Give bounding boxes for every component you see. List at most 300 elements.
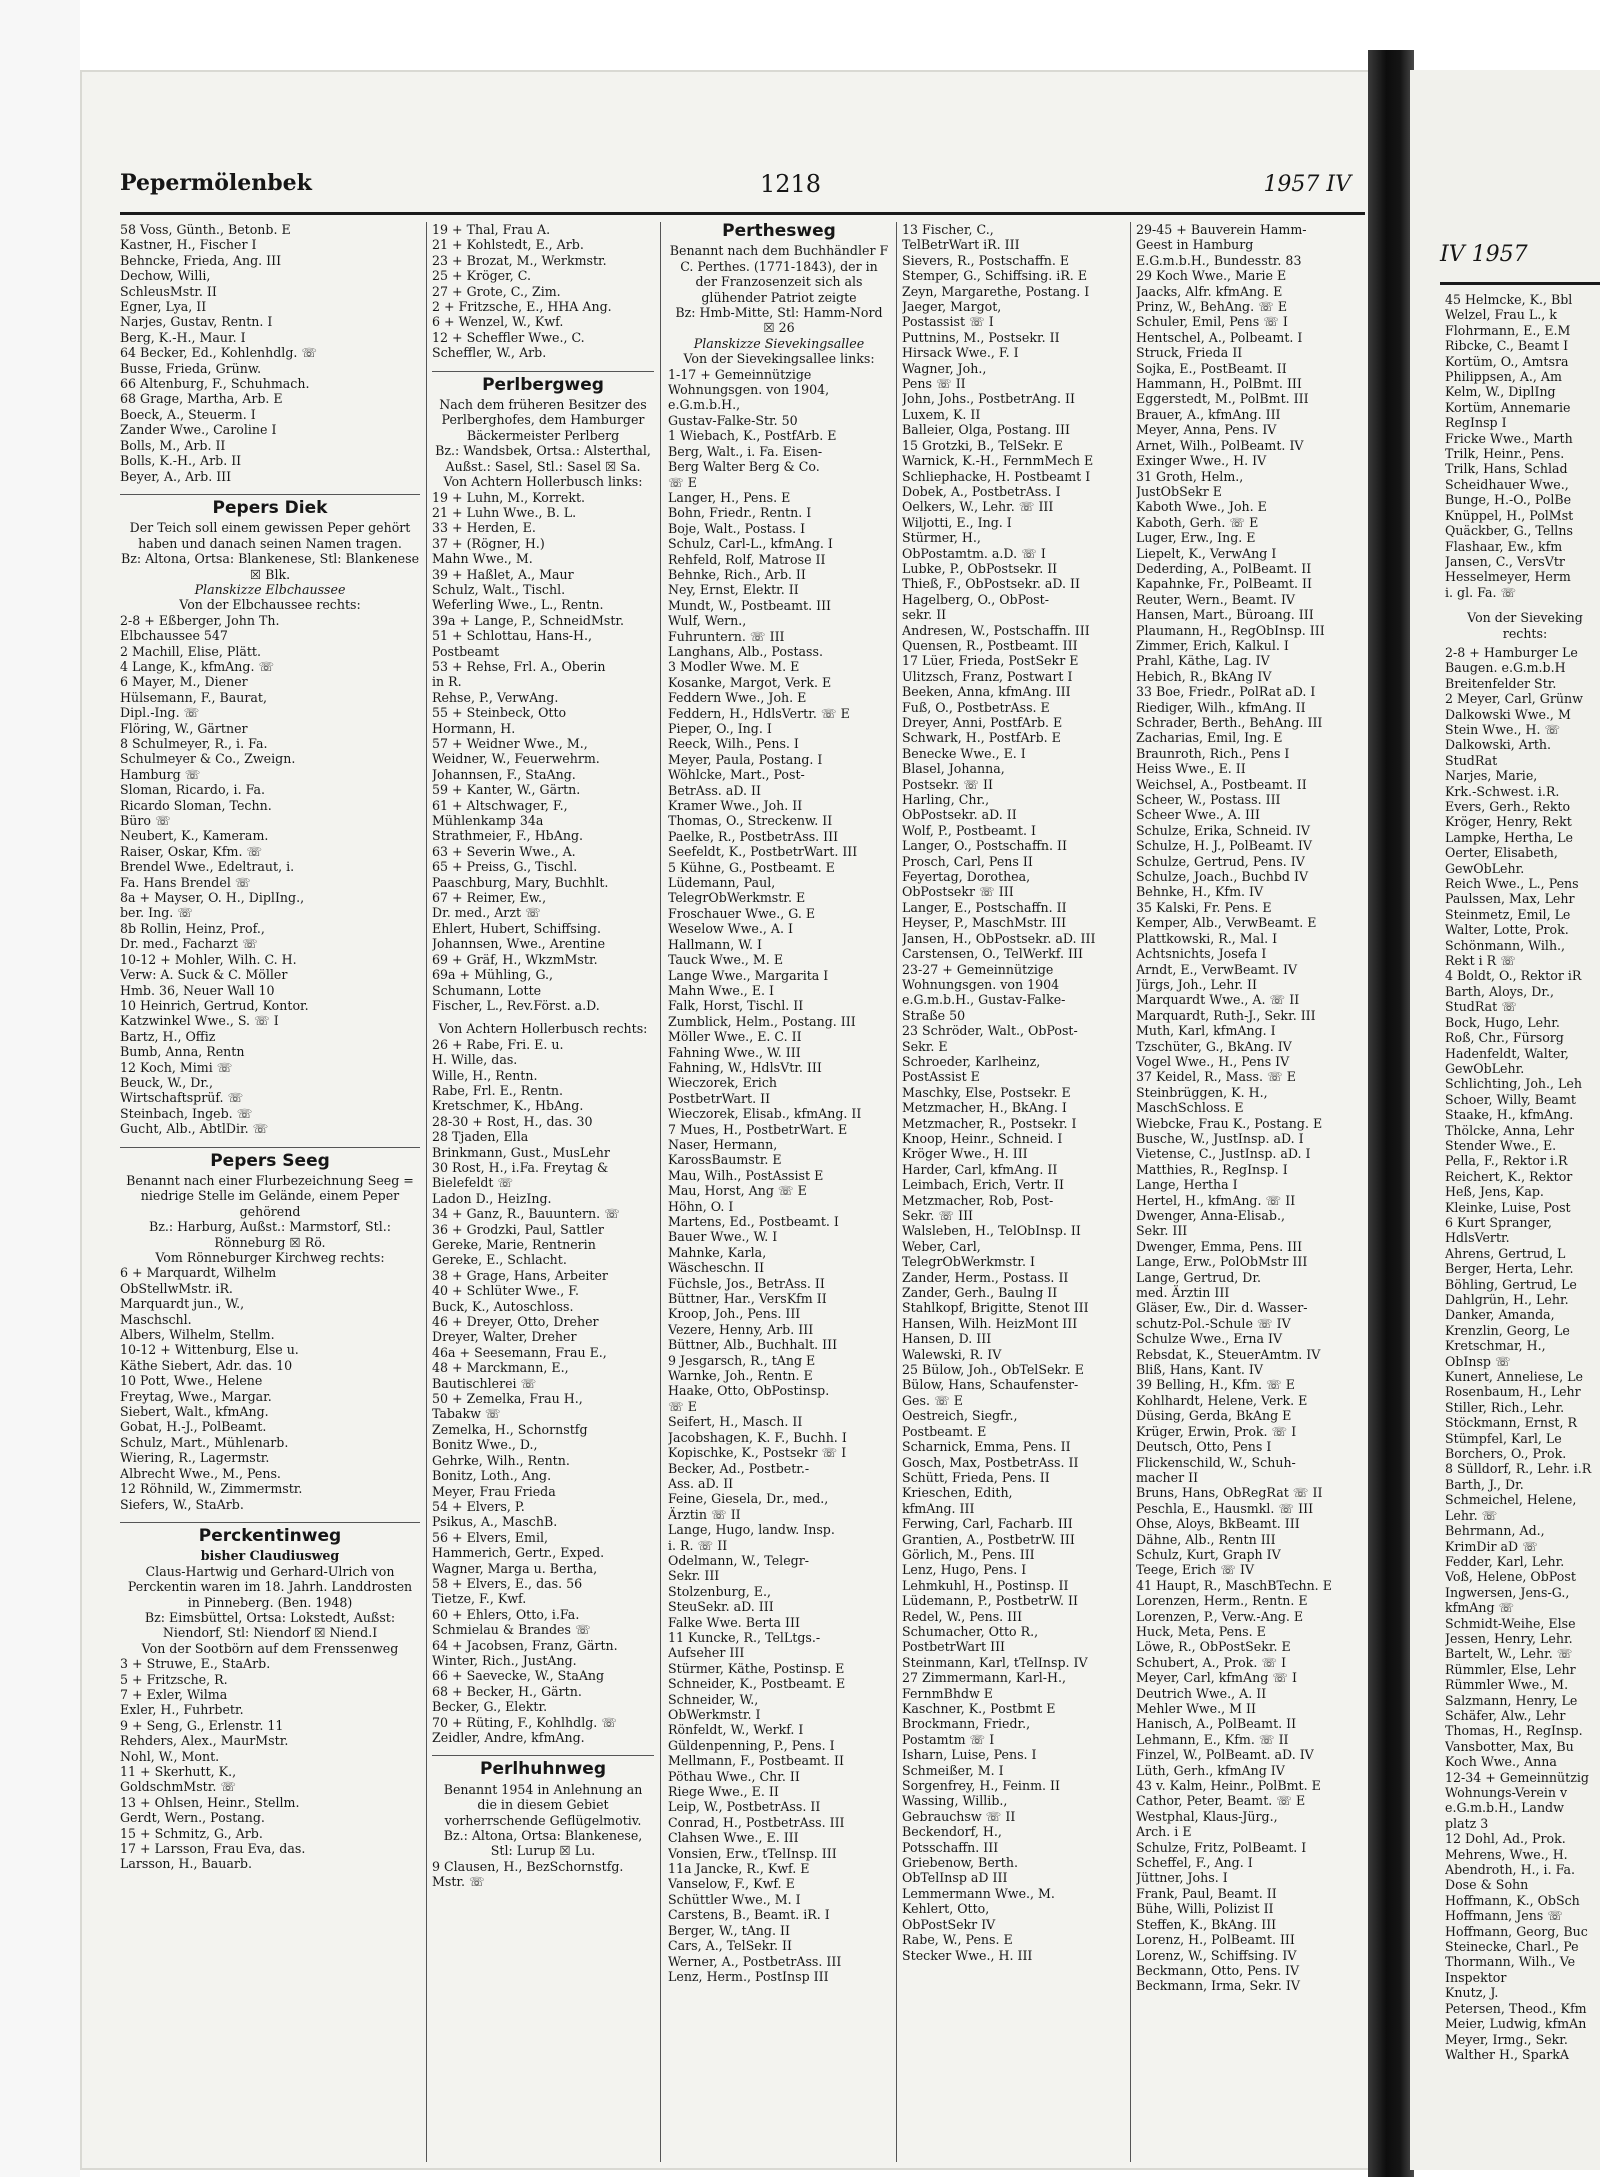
column-4-entries [902, 222, 1124, 1963]
directory-entry: Kretschmar, H., [1445, 1338, 1546, 1354]
directory-entry: Thölcke, Anna, Lehr [1445, 1122, 1575, 1138]
directory-entry: Huck, Meta, Pens. E [1136, 1623, 1266, 1639]
directory-entry: Görlich, M., Pens. III [902, 1546, 1035, 1562]
directory-entry: Möller Wwe., E. C. II [668, 1029, 802, 1045]
directory-entry: Muth, Karl, kfmAng. I [1136, 1023, 1276, 1039]
directory-entry: 8 Schulmeyer, R., i. Fa. [120, 736, 268, 751]
directory-entry: Straße 50 [902, 1007, 966, 1023]
directory-entry: Rümmler Wwe., M. [1445, 1677, 1569, 1693]
directory-entry: 12 Dohl, Ad., Prok. [1445, 1831, 1566, 1847]
directory-entry: 67 + Reimer, Ew., [432, 890, 547, 906]
directory-entry: Tietze, F., Kwf. [432, 1591, 527, 1607]
directory-entry: 8b Rollin, Heinz, Prof., [120, 920, 265, 936]
directory-entry: Schumann, Lotte [432, 982, 542, 998]
directory-entry: Inspektor [1445, 1969, 1507, 1985]
directory-entry: Teege, Erich ☏ IV [1136, 1562, 1255, 1578]
directory-entry: 50 + Zemelka, Frau H., [432, 1391, 583, 1407]
column-2 [432, 222, 661, 2162]
section-direction: Von Achtern Hollerbusch rechts: [438, 1021, 648, 1037]
directory-entry: Kortüm, O., Amtsra [1445, 353, 1569, 369]
directory-entry: Schulz, Kurt, Graph IV [1136, 1546, 1281, 1562]
directory-entry: Jessen, Henry, Lehr. [1445, 1630, 1573, 1646]
directory-entry: Dederding, A., PolBeamt. II [1136, 560, 1312, 576]
directory-entry: Steinbach, Ingeb. ☏ [120, 1105, 253, 1121]
directory-entry: Bock, Hugo, Lehr. [1445, 1014, 1560, 1030]
section-title: Pepers Diek [120, 494, 420, 516]
directory-entry: Hansen, Wilh. HeizMont III [902, 1315, 1078, 1331]
directory-entry: 23 + Brozat, M., Werkmstr. [432, 252, 607, 268]
directory-entry: 53 + Rehse, Frl. A., Oberin [432, 658, 606, 674]
directory-entry: 57 + Weidner Wwe., M., [432, 736, 588, 751]
directory-entry: Jüttner, Johs. I [1136, 1870, 1228, 1886]
directory-entry: Hansen, D. III [902, 1331, 992, 1347]
directory-entry: Behrmann, Ad., [1445, 1523, 1545, 1539]
directory-entry: Gobat, H.-J., PolBeamt. [120, 1419, 267, 1435]
directory-entry: Weselow Wwe., A. I [668, 921, 793, 937]
directory-entry: Postassist ☏ I [902, 314, 994, 330]
directory-entry: 10-12 + Wittenburg, Else u. [120, 1342, 299, 1358]
directory-entry: Paelke, R., PostbetrAss. III [668, 828, 839, 844]
directory-entry: 8a + Mayser, O. H., DiplIng., [120, 890, 305, 906]
directory-entry: Büttner, Har., VersKfm II [668, 1291, 827, 1307]
directory-entry: Thomas, H., RegInsp. [1445, 1723, 1583, 1739]
directory-entry: Kemper, Alb., VerwBeamt. E [1136, 915, 1317, 931]
directory-entry: Bonitz Wwe., D., [432, 1437, 538, 1453]
directory-entry: 21 + Luhn Wwe., B. L. [432, 504, 577, 520]
directory-entry: E.G.m.b.H., Bundesstr. 83 [1136, 252, 1302, 268]
directory-entry: Postamtm ☏ I [902, 1731, 995, 1747]
directory-entry: 39 + Haßlet, A., Maur [432, 566, 574, 582]
section-district: Bz.: Harburg, Außst.: Marmstorf, Stl.: Rönneburg ☒ Rö. [149, 1219, 391, 1250]
directory-entry: 63 + Severin Wwe., A. [432, 843, 576, 859]
directory-entry: Krüger, Erwin, Prok. ☏ I [1136, 1423, 1297, 1439]
directory-entry: Dähne, Alb., Rentn III [1136, 1531, 1276, 1547]
directory-entry: Dwenger, Emma, Pens. III [1136, 1238, 1303, 1254]
directory-entry: Weferling Wwe., L., Rentn. [432, 597, 604, 613]
directory-entry: Boje, Walt., Postass. I [668, 520, 806, 536]
directory-entry: Grantien, A., PostbetrW. III [902, 1531, 1075, 1547]
directory-entry: Wiering, R., Lagermstr. [120, 1450, 270, 1466]
directory-entry: 12 Koch, Mimi ☏ [120, 1059, 233, 1075]
section-district: Bz: Eimsbüttel, Ortsa: Lokstedt, Außst: Niendorf, Stl: Niendorf ☒ Niend.I [144, 1609, 396, 1641]
directory-entry: Lange, Hertha I [1136, 1177, 1238, 1193]
directory-entry: Prosch, Carl, Pens II [902, 853, 1033, 869]
directory-entry: Hmb. 36, Neuer Wall 10 [120, 982, 275, 998]
directory-entry: Katzwinkel Wwe., S. ☏ I [120, 1013, 279, 1029]
section-district: Bz.: Altona, Ortsa: Blankenese, Stl: Lurup ☒ Lu. [443, 1828, 643, 1859]
directory-entry: Roß, Chr., Fürsorg [1445, 1030, 1564, 1046]
directory-entry: Postbeamt. E [902, 1423, 987, 1439]
directory-entry: Fahning Wwe., W. III [668, 1044, 801, 1060]
directory-entry: Buck, K., Autoschloss. [432, 1298, 574, 1314]
directory-entry: Mundt, W., Postbeamt. III [668, 597, 832, 613]
directory-entry: Meyer, Anna, Pens. IV [1136, 422, 1277, 438]
directory-entry: Oelkers, W., Lehr. ☏ III [902, 499, 1054, 515]
directory-entry: Naser, Hermann, [668, 1136, 778, 1152]
directory-entry: 25 Bülow, Joh., ObTelSekr. E [902, 1362, 1084, 1378]
directory-entry: Schrader, Berth., BehAng. III [1136, 715, 1323, 730]
directory-entry: Baugen. e.G.m.b.H [1445, 660, 1566, 676]
directory-entry: med. Ärztin III [1136, 1285, 1230, 1301]
directory-entry: Ribcke, C., Beamt I [1445, 338, 1569, 354]
directory-entry: Zander, Gerh., Baulng II [902, 1285, 1058, 1301]
directory-entry: StudRat ☏ [1445, 999, 1517, 1015]
directory-entry: Meyer, Paula, Postang. I [668, 751, 823, 767]
directory-entry: Mellmann, F., Postbeamt. II [668, 1753, 844, 1769]
directory-entry: Mehler Wwe., M II [1136, 1701, 1256, 1716]
directory-entry: Wassing, Willib., [902, 1793, 1008, 1809]
directory-entry: Stender Wwe., E. [1445, 1137, 1557, 1153]
directory-entry: Beckmann, Irma, Sekr. IV [1136, 1978, 1300, 1994]
page-number: 1218 [760, 170, 822, 198]
directory-entry: Langer, E., Postschaffn. II [902, 899, 1067, 915]
directory-entry: 2-8 + Eßberger, John Th. [120, 612, 280, 628]
directory-entry: Geest in Hamburg [1136, 237, 1254, 253]
directory-entry: Vogel Wwe., H., Pens IV [1136, 1053, 1290, 1069]
directory-entry: Albers, Wilhelm, Stellm. [120, 1327, 275, 1343]
directory-entry: 55 + Steinbeck, Otto [432, 705, 567, 721]
directory-entry: 59 + Kanter, W., Gärtn. [432, 782, 581, 798]
section-title: Pepers Seeg [120, 1147, 420, 1169]
directory-entry: Wagner, Joh., [902, 360, 987, 376]
directory-entry: Mühlenkamp 34a [432, 813, 544, 829]
directory-entry: Deutrich Wwe., A. II [1136, 1685, 1267, 1701]
directory-entry: Zacharias, Emil, Ing. E [1136, 730, 1283, 746]
column-2-entries [432, 222, 654, 361]
directory-entry: Paaschburg, Mary, Buchhlt. [432, 874, 609, 890]
directory-entry: Stöckmann, Ernst, R [1445, 1415, 1577, 1431]
directory-entry: Lehr. ☏ [1445, 1507, 1498, 1523]
directory-entry: 54 + Elvers, P. [432, 1498, 525, 1514]
directory-entry: Seefeldt, K., PostbetrWart. III [668, 844, 858, 860]
directory-entry: Scheffel, F., Ang. I [1136, 1855, 1253, 1871]
directory-entry: 69a + Mühling, G., [432, 967, 554, 983]
directory-entry: 69 + Gräf, H., WkzmMstr. [432, 951, 598, 967]
directory-entry: Kunert, Anneliese, Le [1445, 1369, 1583, 1385]
directory-entry: ObTelInsp aD III [902, 1870, 1008, 1886]
directory-entry: Balleier, Olga, Postang. III [902, 422, 1071, 438]
directory-entry: Feine, Giesela, Dr., med., [668, 1491, 829, 1507]
section-entries [432, 1037, 654, 1746]
directory-entry: Langhans, Alb., Postass. [668, 643, 823, 659]
directory-entry: Walther H., SparkA [1445, 2046, 1569, 2062]
directory-entry: e.G.m.b.H., Landw [1445, 1800, 1564, 1816]
directory-entry: Brockmann, Friedr., [902, 1716, 1031, 1732]
directory-entry: Rabe, Frl. E., Rentn. [432, 1082, 564, 1098]
directory-entry: 68 + Becker, H., Gärtn. [432, 1683, 582, 1699]
directory-entry: Bolls, K.-H., Arb. II [120, 453, 242, 469]
directory-entry: 66 + Saevecke, W., StaAng [432, 1668, 605, 1684]
directory-entry: Liepelt, K., VerwAng I [1136, 545, 1277, 561]
directory-entry: Berg Walter Berg & Co. [668, 459, 820, 475]
directory-entry: Hamburg ☏ [120, 766, 201, 782]
directory-entry: 10 Pott, Wwe., Helene [120, 1373, 263, 1389]
directory-entry: KarossBaumstr. E [668, 1152, 782, 1168]
directory-entry: Trilk, Heinr., Pens. [1445, 446, 1565, 462]
directory-entry: 51 + Schlottau, Hans-H., [432, 628, 593, 644]
directory-entry: Walewski, R. IV [902, 1346, 1002, 1362]
section-entries [120, 1265, 420, 1512]
directory-entry: Ney, Ernst, Elektr. II [668, 582, 799, 598]
directory-entry: Psikus, A., MaschB. [432, 1514, 558, 1530]
directory-entry: Lampke, Hertha, Le [1445, 829, 1573, 845]
section-direction: Vom Rönneburger Kirchweg rechts: [155, 1250, 385, 1265]
directory-entry: Steinmann, Karl, tTelInsp. IV [902, 1654, 1088, 1670]
directory-entry: ObStellwMstr. iR. [120, 1280, 233, 1296]
page-header [120, 170, 1365, 215]
directory-entry: Höhn, O. I [668, 1198, 734, 1214]
directory-entry: Scheffler, W., Arb. [432, 345, 547, 361]
directory-entry: Kröger, Henry, Rekt [1445, 814, 1572, 830]
directory-entry: Kohlhardt, Helene, Verk. E [1136, 1392, 1308, 1408]
directory-entry: Mstr. ☏ [432, 1874, 485, 1890]
directory-entry: Dwenger, Anna-Elisab., [1136, 1208, 1285, 1223]
directory-entry: 2 Machill, Elise, Plätt. [120, 643, 261, 659]
directory-entry: 43 v. Kalm, Heinr., PolBmt. E [1136, 1778, 1321, 1794]
directory-entry: Clahsen Wwe., E. III [668, 1830, 799, 1846]
directory-entry: Dipl.-Ing. ☏ [120, 705, 200, 721]
directory-entry: 26 + Rabe, Fri. E. u. [432, 1036, 564, 1052]
directory-entry: Fahning, W., HdlsVtr. III [668, 1059, 822, 1075]
directory-entry: GewObLehr. [1445, 860, 1525, 876]
directory-entry: 48 + Marckmann, E., [432, 1360, 569, 1376]
directory-entry: PostbetrWart III [902, 1639, 1006, 1655]
directory-entry: Ohse, Aloys, BkBeamt. III [1136, 1516, 1300, 1532]
directory-entry: Hanisch, A., PolBeamt. II [1136, 1716, 1297, 1732]
directory-entry: Bliß, Hans, Kant. IV [1136, 1362, 1263, 1378]
directory-entry: i. gl. Fa. ☏ [1445, 584, 1517, 600]
directory-entry: Verw: A. Suck & C. Möller [120, 967, 288, 983]
directory-entry: 27 Zimmermann, Karl-H., [902, 1670, 1067, 1686]
directory-entry: Scheidhauer Wwe., [1445, 476, 1569, 492]
directory-entry: 10 Heinrich, Gertrud, Kontor. [120, 997, 309, 1013]
directory-entry: 2 Meyer, Carl, Grünw [1445, 691, 1583, 707]
directory-entry: 36 + Grodzki, Paul, Sattler [432, 1221, 604, 1237]
directory-entry: Metzmacher, Rob, Post- [902, 1192, 1054, 1208]
directory-entry: Dechow, Willi, [120, 268, 211, 284]
directory-entry: Exinger Wwe., H. IV [1136, 453, 1267, 469]
directory-entry: 4 Lange, K., kfmAng. ☏ [120, 658, 275, 674]
directory-entry: Wolf, P., Postbeamt. I [902, 822, 1036, 838]
directory-entry: Feddern Wwe., Joh. E [668, 690, 807, 706]
directory-entry: Bülow, Hans, Schaufenster- [902, 1377, 1079, 1393]
directory-entry: Ladon D., HeizIng. [432, 1190, 552, 1206]
directory-entry: Warnke, Joh., Rentn. E [668, 1368, 813, 1384]
directory-entry: Lange, Hugo, landw. Insp. [668, 1522, 835, 1538]
directory-entry: Kröger Wwe., H. III [902, 1146, 1028, 1162]
section-plan-note: Planskizze Sievekingsallee [693, 335, 865, 351]
directory-entry: GoldschmMstr. ☏ [120, 1779, 237, 1795]
directory-entry: Achtsnichts, Josefa I [1136, 946, 1267, 962]
directory-entry: Winter, Rich., JustAng. [432, 1652, 577, 1668]
directory-entry: Stemper, G., Schiffsing. iR. E [902, 268, 1088, 284]
directory-entry: Behnke, Rich., Arb. II [668, 566, 806, 582]
directory-entry: Ahrens, Gertrud, L [1445, 1245, 1566, 1261]
directory-entry: MaschSchloss. E [1136, 1100, 1244, 1116]
directory-entry: Ferwing, Carl, Facharb. III [902, 1516, 1073, 1532]
directory-entry: Schulmeyer & Co., Zweign. [120, 751, 296, 767]
directory-entry: 70 + Rüting, F., Kohlhdlg. ☏ [432, 1714, 618, 1730]
directory-entry: ObPostsekr ☏ III [902, 884, 1014, 900]
directory-entry: Fuhruntern. ☏ III [668, 628, 785, 644]
directory-entry: Pella, F., Rektor i.R [1445, 1153, 1568, 1169]
directory-entry: 41 Haupt, R., MaschBTechn. E [1136, 1577, 1332, 1593]
directory-entry: Fricke Wwe., Marth [1445, 430, 1573, 446]
directory-entry: Mahn Wwe., E. I [668, 982, 774, 998]
directory-entry: Lange Wwe., Margarita I [668, 967, 829, 983]
directory-entry: PostbetrWart. II [668, 1090, 771, 1106]
directory-entry: Plattkowski, R., Mal. I [1136, 930, 1278, 946]
directory-entry: Meyer, Frau Frieda [432, 1483, 556, 1499]
directory-entry: 31 Groth, Helm., [1136, 468, 1244, 484]
directory-entry: Weichsel, A., Postbeamt. II [1136, 776, 1307, 792]
directory-entry: 39 Belling, H., Kfm. ☏ E [1136, 1377, 1295, 1393]
directory-entry: Pens ☏ II [902, 376, 966, 392]
column-1 [120, 222, 427, 2162]
directory-entry: Hagelberg, O., ObPost- [902, 591, 1049, 607]
directory-entry: Bartz, H., Offiz [120, 1028, 216, 1044]
directory-entry: KrimDir aD ☏ [1445, 1538, 1538, 1554]
directory-entry: ObPostamtm. a.D. ☏ I [902, 545, 1046, 561]
directory-entry: Kastner, H., Fischer I [120, 237, 257, 253]
directory-entry: Philippsen, A., Am [1445, 369, 1562, 385]
directory-entry: Barth, J., Dr. [1445, 1476, 1524, 1492]
directory-entry: Heß, Jens, Kap. [1445, 1184, 1544, 1200]
directory-entry: Kretschmer, K., HbAng. [432, 1098, 584, 1114]
directory-entry: 11 + Skerhutt, K., [120, 1764, 237, 1779]
directory-entry: Schulz, Mart., Mühlenarb. [120, 1434, 289, 1450]
directory-entry: Scheer Wwe., A. III [1136, 807, 1260, 823]
section-description: Nach dem früheren Besitzer des Perlberghofes, dem Hamburger Bäckermeister Perlberg [439, 397, 647, 443]
column-3 [668, 222, 897, 2162]
directory-entry: Tabakw ☏ [432, 1406, 501, 1422]
directory-entry: Kramer Wwe., Joh. II [668, 798, 803, 814]
directory-entry: Odelmann, W., Telegr- [668, 1552, 809, 1568]
directory-entry: ☏ E [668, 1398, 697, 1414]
directory-entry: Oerter, Elisabeth, [1445, 845, 1558, 861]
directory-entry: Schroeder, Karlheinz, [902, 1053, 1041, 1069]
directory-entry: Scheer, W., Postass. III [1136, 792, 1281, 808]
directory-entry: Luger, Erw., Ing. E [1136, 530, 1256, 546]
directory-entry: Kaschner, K., Postbmt E [902, 1701, 1056, 1716]
directory-entry: Lenz, Hugo, Pens. I [902, 1562, 1027, 1578]
directory-entry: macher II [1136, 1469, 1199, 1485]
directory-entry: platz 3 [1445, 1815, 1489, 1831]
directory-entry: 13 + Ohlsen, Heinr., Stellm. [120, 1794, 300, 1810]
directory-entry: 15 Grotzki, B., TelSekr. E [902, 437, 1063, 453]
directory-entry: Jaeger, Margot, [902, 299, 1002, 315]
directory-entry: 17 + Larsson, Frau Eva, das. [120, 1841, 306, 1857]
directory-entry: Schüttler Wwe., M. I [668, 1891, 801, 1907]
directory-entry: Hadenfeldt, Walter, [1445, 1045, 1569, 1061]
directory-entry: Stiller, Rich., Lehr. [1445, 1399, 1565, 1415]
directory-entry: Neubert, K., Kameram. [120, 828, 269, 844]
directory-entry: Schlichting, Joh., Leh [1445, 1076, 1582, 1092]
directory-entry: Beuck, W., Dr., [120, 1074, 214, 1090]
facing-section-from: Von der Sieveking rechts: [1467, 610, 1583, 641]
directory-entry: Jacobshagen, K. F., Buchh. I [668, 1429, 847, 1445]
directory-entry: ☏ E [668, 474, 697, 490]
directory-entry: Dobek, A., PostbetrAss. I [902, 483, 1061, 499]
directory-entry: Bunge, H.-O., PolBe [1445, 492, 1572, 508]
directory-entry: Lenz, Herm., PostInsp III [668, 1968, 829, 1984]
directory-entry: Beeken, Anna, kfmAng. III [902, 684, 1071, 700]
directory-entry: Schwark, H., PostfArb. E [902, 730, 1061, 746]
directory-entry: Kaboth, Gerh. ☏ E [1136, 514, 1259, 530]
directory-entry: Riege Wwe., E. II [668, 1784, 779, 1800]
directory-entry: Schneider, W., [668, 1691, 759, 1707]
directory-entry: Dr. med., Facharzt ☏ [120, 936, 258, 952]
directory-entry: Ingwersen, Jens-G., [1445, 1584, 1570, 1600]
directory-entry: Metzmacher, H., BkAng. I [902, 1100, 1067, 1116]
directory-entry: Tzschüter, G., BkAng. IV [1136, 1038, 1292, 1054]
directory-entry: HdlsVertr. [1445, 1230, 1510, 1246]
directory-entry: Kosanke, Margot, Verk. E [668, 674, 832, 690]
directory-entry: Evers, Gerh., Rekto [1445, 799, 1571, 814]
directory-entry: Andresen, W., Postschaffn. III [902, 622, 1090, 638]
directory-entry: Rümmler, Else, Lehr [1445, 1661, 1576, 1677]
directory-entry: Jaacks, Alfr. kfmAng. E [1136, 283, 1283, 299]
directory-entry: Petersen, Theod., Kfm [1445, 2000, 1587, 2016]
directory-entry: Weber, Carl, [902, 1238, 981, 1254]
directory-entry: Arch. i E [1136, 1824, 1192, 1840]
directory-entry: 23-27 + Gemeinnützige [902, 961, 1054, 977]
directory-entry: 64 Becker, Ed., Kohlenhdlg. ☏ [120, 345, 318, 361]
directory-entry: e.G.m.b.H., [668, 397, 741, 413]
directory-entry: Lemmermann Wwe., M. [902, 1885, 1055, 1901]
facing-page-header [1440, 242, 1600, 285]
section-title: Perthesweg [722, 222, 836, 241]
directory-entry: Fuß, O., PostbetrAss. E [902, 699, 1050, 715]
directory-entry: Westphal, Klaus-Jürg., [1136, 1808, 1278, 1824]
directory-entry: Schulz, Walt., Tischl. [432, 581, 566, 597]
column-4 [902, 222, 1131, 2162]
directory-entry: e.G.m.b.H., Gustav-Falke- [902, 992, 1066, 1008]
directory-entry: ObInsp ☏ [1445, 1353, 1511, 1369]
directory-entry: Feddern, H., HdlsVertr. ☏ E [668, 705, 850, 721]
directory-entry: Stecker Wwe., H. III [902, 1947, 1033, 1963]
directory-entry: Reichert, K., Rektor [1445, 1168, 1573, 1184]
column-5-entries [1136, 222, 1358, 1994]
directory-entry: Mehrens, Wwe., H. [1445, 1846, 1568, 1862]
section-entries [432, 490, 654, 1014]
directory-entry: Hammerich, Gertr., Exped. [432, 1545, 605, 1561]
directory-entry: Boeck, A., Steuerm. I [120, 406, 256, 422]
directory-entry: Kelm, W., DiplIng [1445, 384, 1556, 400]
directory-entry: Brendel Wwe., Edeltraut, i. [120, 859, 295, 875]
directory-entry: Stümpfel, Karl, Le [1445, 1430, 1562, 1446]
facing-entries-2 [1445, 645, 1600, 2062]
directory-entry: Gehrke, Wilh., Rentn. [432, 1452, 570, 1468]
directory-entry: Büro ☏ [120, 813, 171, 829]
directory-entry: Hoffmann, K., ObSch [1445, 1892, 1580, 1908]
directory-entry: Hoffmann, Georg, Buc [1445, 1923, 1588, 1939]
section-title: Perlbergweg [432, 371, 654, 393]
directory-entry: Busche, W., JustInsp. aD. I [1136, 1130, 1304, 1146]
directory-entry: Gerdt, Wern., Postang. [120, 1810, 265, 1826]
directory-entry: Kortüm, Annemarie [1445, 399, 1571, 415]
directory-entry: Isharn, Luise, Pens. I [902, 1747, 1037, 1763]
directory-entry: Schmeichel, Helene, [1445, 1492, 1577, 1508]
facing-page-year: IV 1957 [1440, 242, 1528, 267]
section-description: Benannt nach einer Flurbezeichnung Seeg = niedrige Stelle im Gelände, einem Peper gehörend [126, 1172, 414, 1219]
directory-entry: Sekr. III [1136, 1223, 1188, 1239]
directory-entry: Sievers, R., Postschaffn. E [902, 252, 1070, 268]
directory-entry: Wiljotti, E., Ing. I [902, 514, 1012, 530]
directory-entry: Steinecke, Charl., Pe [1445, 1939, 1579, 1955]
directory-entry: Schulze, Gertrud, Pens. IV [1136, 853, 1305, 869]
directory-entry: Dreyer, Anni, PostfArb. E [902, 715, 1063, 730]
